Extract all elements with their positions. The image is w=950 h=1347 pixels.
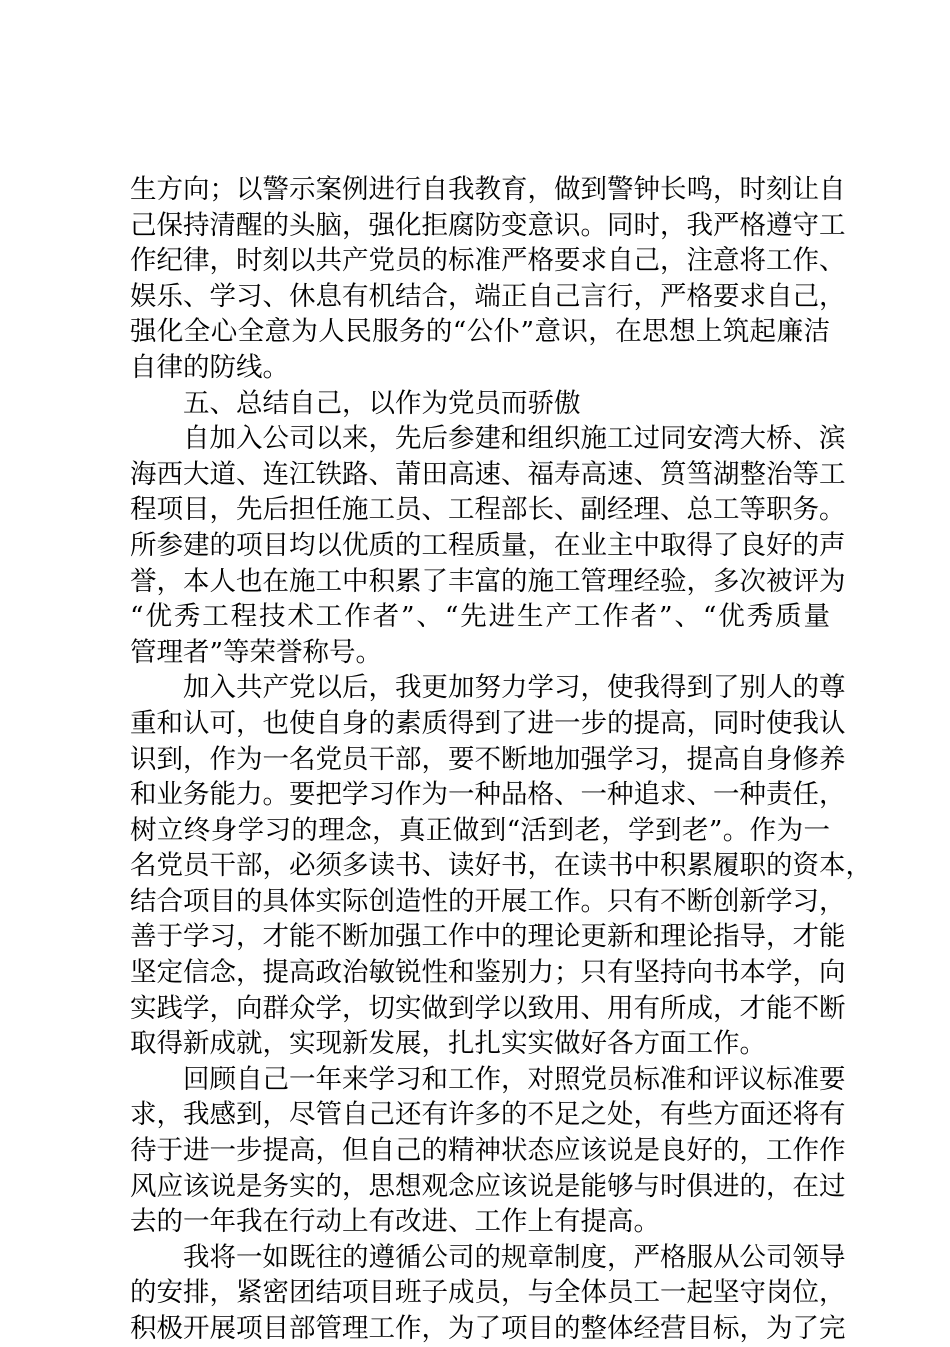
text-line: 名党员干部，必须多读书、读好书，在读书中积累履职的资本，: [130, 850, 872, 882]
paragraph-4: [130, 1062, 846, 1240]
text-line: 待于进一步提高，但自己的精神状态应该说是良好的，工作作: [130, 1135, 846, 1167]
text-line: 我将一如既往的遵循公司的规章制度，严格服从公司领导: [183, 1241, 846, 1273]
text-line: 坚定信念，提高政治敏锐性和鉴别力；只有坚持向书本学，向: [130, 957, 846, 989]
section-heading: [130, 386, 830, 422]
text-line: 去的一年我在行动上有改进、工作上有提高。: [130, 1206, 660, 1238]
text-line: 海西大道、连江铁路、莆田高速、福寿高速、筼筜湖整治等工: [130, 458, 846, 490]
text-line: 实践学，向群众学，切实做到学以致用、用有所成，才能不断: [130, 992, 846, 1024]
paragraph-5: [130, 1240, 846, 1347]
text-line: 娱乐、学习、休息有机结合，端正自己言行，严格要求自己，: [130, 280, 846, 312]
text-line: 善于学习，才能不断加强工作中的理论更新和理论指导，才能: [130, 921, 846, 953]
paragraph-1: [130, 172, 846, 386]
text-line: 管理者”等荣誉称号。: [130, 636, 383, 668]
text-line: 和业务能力。要把学习作为一种品格、一种追求、一种责任，: [130, 779, 846, 811]
text-line: 求，我感到，尽管自己还有许多的不足之处，有些方面还将有: [130, 1099, 846, 1131]
text-line: “优秀工程技术工作者”、“先进生产工作者”、“优秀质量: [130, 601, 830, 633]
text-line: 生方向；以警示案例进行自我教育，做到警钟长鸣，时刻让自: [130, 174, 846, 205]
text-line: 己保持清醒的头脑，强化拒腐防变意识。同时，我严格遵守工: [130, 209, 846, 241]
text-line: 加入共产党以后，我更加努力学习，使我得到了别人的尊: [183, 672, 846, 704]
text-line: 取得新成就，实现新发展，扎扎实实做好各方面工作。: [130, 1028, 766, 1060]
text-line: 树立终身学习的理念，真正做到“活到老，学到老”。作为一: [130, 814, 830, 846]
text-line: 自律的防线。: [130, 351, 289, 383]
paragraph-2: [130, 421, 846, 670]
text-line: 所参建的项目均以优质的工程质量，在业主中取得了良好的声: [130, 529, 846, 561]
text-line: 回顾自己一年来学习和工作，对照党员标准和评议标准要: [183, 1063, 846, 1095]
text-line: 重和认可，也使自身的素质得到了进一步的提高，同时使我认: [130, 707, 846, 739]
text-line: 自加入公司以来，先后参建和组织施工过同安湾大桥、滨: [183, 423, 846, 455]
text-line: 的安排，紧密团结项目班子成员，与全体员工一起坚守岗位，: [130, 1277, 846, 1309]
paragraph-3: [130, 670, 872, 1062]
text-line: 誉，本人也在施工中积累了丰富的施工管理经验，多次被评为: [130, 565, 846, 597]
heading-text: 五、总结自己，以作为党员而骄傲: [183, 387, 581, 419]
text-line: 程项目，先后担任施工员、工程部长、副经理、总工等职务。: [130, 494, 846, 526]
document-page: [130, 172, 872, 1347]
text-line: 积极开展项目部管理工作，为了项目的整体经营目标，为了完: [130, 1313, 846, 1344]
text-line: 风应该说是务实的，思想观念应该说是能够与时俱进的，在过: [130, 1170, 846, 1202]
text-line: 作纪律，时刻以共产党员的标准严格要求自己，注意将工作、: [130, 245, 846, 277]
text-line: 识到，作为一名党员干部，要不断地加强学习，提高自身修养: [130, 743, 846, 775]
text-line: 结合项目的具体实际创造性的开展工作。只有不断创新学习，: [130, 885, 846, 917]
text-line: 强化全心全意为人民服务的“公仆”意识，在思想上筑起廉洁: [130, 316, 830, 348]
